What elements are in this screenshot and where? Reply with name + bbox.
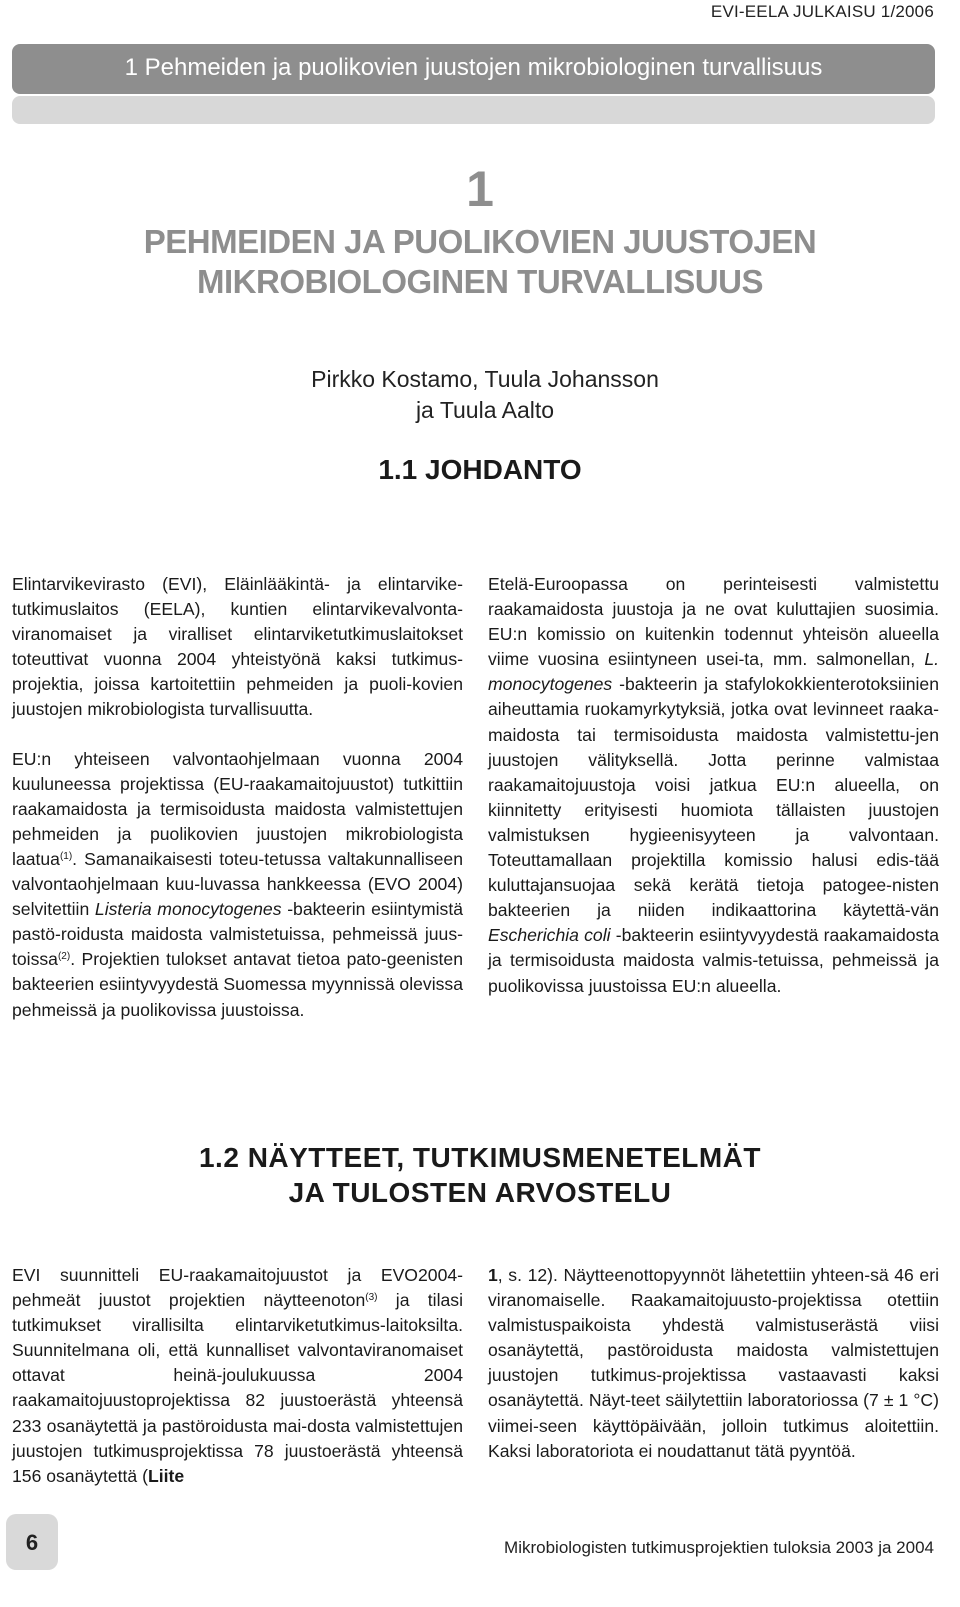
appendix-reference: Liite: [147, 1465, 185, 1486]
authors-line-2: ja Tuula Aalto: [415, 397, 555, 423]
authors: [270, 364, 700, 426]
paragraph: EU:n yhteiseen valvontaohjelmaan vuonna 2004 kuuluneessa projektissa (EU-raakamaitojuustot) tutkittiin raakamaidosta ja termisoidusta maidosta valmistettujen pehmeiden ja puolikovien juustojen mikrobiologista laatua$^{(1)}$. Samanaikaisesti toteu-tetussa valtakunnalliseen valvontaohjelmaan kuu-luvassa hankkeessa (EVO 2004) selvitettiin Listeria monocytogenes -bakteerin esiintymistä pastö-roidusta maidosta valmistetuissa, pehmeissä juus-toissa$^{(2)}$. Projektien tulokset antavat tietoa pato-geenisten bakteerien esiintyvyydestä Suomessa myynnissä olevissa pehmeissä ja puolikovissa juustoissa.: [12, 748, 464, 1020]
publication-id: EVI-EELA JULKAISU 1/2006: [710, 2, 934, 21]
section-heading-naytteet: [80, 1140, 880, 1210]
paragraph: 1, s. 12). Näytteenottopyynnöt lähetettiin yhteen-sä 46 eri viranomaiselle. Raakamaitojuusto-projektissa otettiin valmistuspaikoista yhdestä valmistuserästä viisi osanäytettä, pastöroidusta maidosta valmistettujen juustojen tutkimus-projektissa vastaavasti kaksi osanäytettä. Näyt-teet säilytettiin laboratoriossa (7 ± 1 °C) viimei-seen käyttöpäivään, jolloin tutkimus aloitettiin. Kaksi laboratoriota ei noudattanut tätä pyyntöä.: [488, 1265, 939, 1461]
paragraph: Elintarvikevirasto (EVI), Eläinlääkintä- ja elintarvike-tutkimuslaitos (EELA), kuntien elintarvikevalvonta-viranomaiset ja viralliset elintarviketutkimuslaitokset toteuttivat vuonna 2004 yhteistyönä kaksi tutkimus-projektia, joissa kartoitettiin pehmeiden ja puoli-kovien juustojen mikrobiologista turvallisuutta.: [12, 574, 463, 720]
column-3: [12, 1263, 463, 1489]
running-title: 1 Pehmeiden ja puolikovien juustojen mikrobiologinen turvallisuus: [124, 54, 823, 81]
column-2: [488, 572, 939, 999]
reference: (3): [365, 1292, 378, 1304]
reference: (1): [59, 850, 73, 862]
paragraph: Etelä-Euroopassa on perinteisesti valmistettu raakamaidosta juustoja ja ne ovat kuluttajien suosimia. EU:n komissio on kuitenkin todennut yhteisön alueella viime vuosina esiintyneen usei-ta, mm. salmonellan, L. monocytogenes -bakteerin ja stafylokokkienterotoksiinien aiheuttamia ruokamyrkytyksiä, jotka ovat levinneet raaka-maidosta tai termisoidusta maidosta valmistettu-jen juustojen välityksellä. Jotta perinne valmistaa raakamaitojuustoja voisi jatkua EU:n alueella, on kiinnitetty erityisesti huomiota tällaisten juustojen valmistuksen hygieenisyyteen ja valvontaan. Toteuttamallaan projektilla komissio halusi edis-tää kuluttajansuojaa sekä kerätä tietoja patogee-nisten bakteerien ja niiden indikaattorina käytettä-vän Escherichia coli -bakteerin esiintyvyydestä raakamaidosta ja termisoidusta maidosta valmis-tetuissa, pehmeissä ja puolikovissa juustoissa EU:n alueella.: [488, 574, 939, 996]
column-1: [12, 572, 463, 1023]
page-number: 6: [25, 1530, 39, 1555]
running-title-banner: [12, 44, 935, 94]
page-number-badge: [6, 1514, 58, 1570]
appendix-reference-number: 1: [488, 1265, 498, 1285]
chapter-number: 1: [466, 161, 494, 217]
section-heading-johdanto: 1.1 JOHDANTO: [378, 454, 582, 485]
paragraph: EVI suunnitteli EU-raakamaitojuustot ja EVO2004-pehmeät juustot projektien näytteenoton$^{(3)}$ ja tilasi tutkimukset virallisilta elintarviketutkimus-laitoksilta. Suunnitelmana oli, että kunnalliset valvontaviranomaiset ottavat heinä-joulukuussa 2004 raakamaitojuustoprojektissa 82 juustoerästä yhteensä 233 osanäytettä ja pastöroidusta mai-dosta valmistettujen juustojen tutkimusprojektissa 78 juustoerästä yhteensä 156 osanäytettä (Liite: [12, 1265, 463, 1486]
column-4: [488, 1263, 939, 1464]
footer-publication-title: Mikrobiologisten tutkimusprojektien tuloksia 2003 ja 2004: [504, 1538, 934, 1557]
authors-line-1: Pirkko Kostamo, Tuula Johansson: [311, 366, 659, 392]
section-heading-line-2: JA TULOSTEN ARVOSTELU: [288, 1177, 672, 1208]
reference: (2): [57, 951, 71, 963]
section-heading-line-1: 1.2 NÄYTTEET, TUTKIMUSMENETELMÄT: [198, 1142, 761, 1173]
banner-underlay: [12, 96, 935, 124]
chapter-title: PEHMEIDEN JA PUOLIKOVIEN JUUSTOJEN MIKROBIOLOGINEN TURVALLISUUS: [143, 223, 817, 300]
